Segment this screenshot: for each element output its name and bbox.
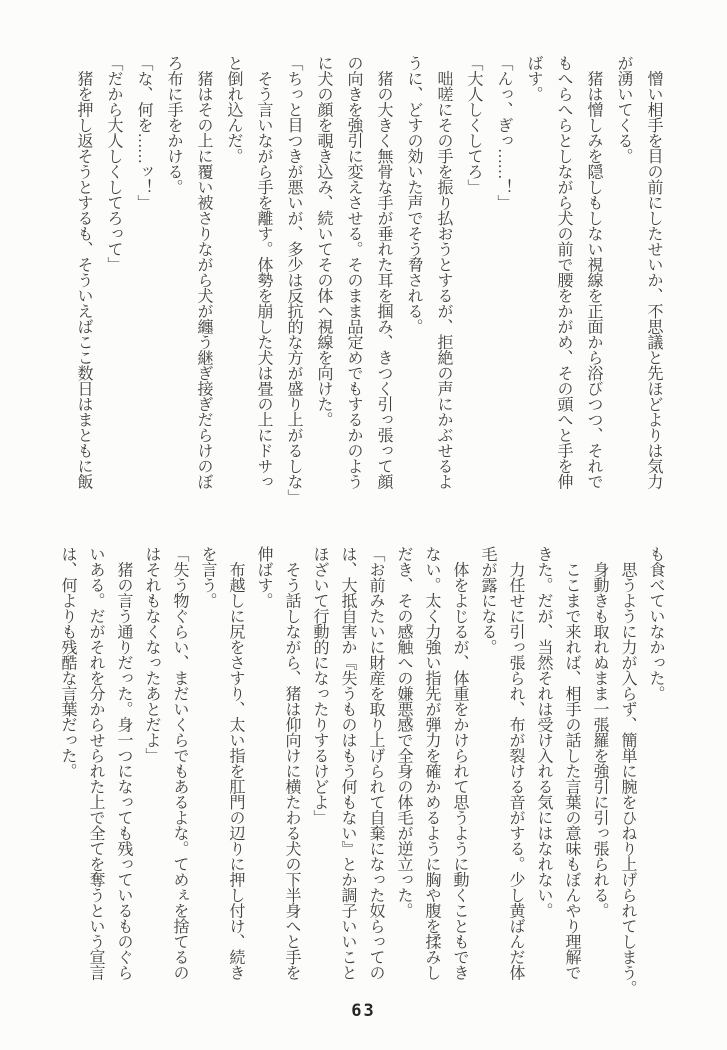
- text-line: ろ布に手をかける。: [165, 55, 182, 195]
- text-line: そう言いながら手を離す。体勢を崩した犬は畳の上にドサっ: [255, 55, 272, 489]
- text-line: は、大抵自害か『失うものはもう何もない』とか調子いいこと: [339, 546, 356, 980]
- text-line: 伸ばす。: [255, 546, 272, 608]
- text-line: 「お前みたいに財産を取り上げられて自棄になった奴らっての: [367, 546, 384, 980]
- text-line: 「な、何を……ッ！」: [135, 55, 152, 210]
- text-line: 猪の大きく無骨な手が垂れた耳を掴み、きつく引っ張って顔: [375, 55, 392, 489]
- text-line: 「んっ、ぎっ……！」: [495, 55, 512, 210]
- text-line: 猪の言う通りだった。身一つになっても残っているものぐら: [115, 546, 132, 980]
- text-line: きた。だが、当然それは受け入れる気にはなれない。: [535, 546, 552, 918]
- text-line: 猪を押し返そうとするも、そういえばここ数日はまともに飯: [75, 55, 92, 489]
- text-line: は、何よりも残酷な言葉だった。: [59, 546, 76, 779]
- vertical-text-block-top: [68, 55, 668, 520]
- vertical-text-block-bottom: [53, 546, 669, 1016]
- page-number: 63: [351, 1001, 376, 1021]
- text-line: 布越しに尻をさすり、太い指を肛門の辺りに押し付け、続き: [227, 546, 244, 980]
- text-line: 体をよじるが、体重をかけられて思うように動くこともでき: [451, 546, 468, 980]
- text-line: ない。太く力強い指先が弾力を確かめるように胸や腹を揉みし: [423, 546, 440, 980]
- text-line: も食べていなかった。: [647, 546, 664, 701]
- text-line: 「ちっと目つきが悪いが、多少は反抗的な方が盛り上がるしな」: [285, 55, 302, 505]
- text-line: 身動きも取れぬまま一張羅を強引に引っ張られる。: [591, 546, 608, 918]
- text-line: うに、どすの効いた声でそう脅される。: [405, 55, 422, 334]
- text-line: そう話しながら、猪は仰向けに横たわる犬の下半身へと手を: [283, 546, 300, 980]
- text-line: 「だから大人しくしてろって」: [105, 55, 122, 272]
- text-line: 「大人しくしてろ」: [465, 55, 482, 195]
- text-line: 憎い相手を目の前にしたせいか、不思議と先ほどよりは気力: [645, 55, 662, 489]
- text-line: だき、その感触への嫌悪感で全身の体毛が逆立った。: [395, 546, 412, 918]
- text-line: に犬の顔を覗き込み、続いてその体へ視線を向けた。: [315, 55, 332, 427]
- text-line: もへらへらとしながら犬の前で腰をかがめ、その頭へと手を伸: [555, 55, 572, 489]
- text-line: 思うように力が入らず、簡単に腕をひねり上げられてしまう。: [619, 546, 636, 996]
- text-line: 力任せに引っ張られ、布が裂ける音がする。少し黄ばんだ体: [507, 546, 524, 980]
- text-line: ここまで来れば、相手の話した言葉の意味もぼんやり理解で: [563, 546, 580, 980]
- text-line: ほざいて行動的になったりするけどよ」: [311, 546, 328, 825]
- text-line: と倒れ込んだ。: [225, 55, 242, 164]
- text-line: を言う。: [199, 546, 216, 608]
- text-line: いある。だがそれを分からせられた上で全てを奪うという宣言: [87, 546, 104, 980]
- text-line: 猪はその上に覆い被さりながら犬が纏う継ぎ接ぎだらけのぼ: [195, 55, 212, 489]
- text-line: 「失う物ぐらい、まだいくらでもあるよな。てめぇを捨てるの: [171, 546, 188, 980]
- text-line: 咄嗟にその手を振り払おうとするが、拒絶の声にかぶせるよ: [435, 55, 452, 489]
- text-line: 毛が露になる。: [479, 546, 496, 655]
- text-line: ばす。: [525, 55, 542, 102]
- text-line: が湧いてくる。: [615, 55, 632, 164]
- text-line: 猪は憎しみを隠しもしない視線を正面から浴びつつ、それで: [585, 55, 602, 489]
- text-line: の向きを強引に変えさせる。そのまま品定めでもするかのよう: [345, 55, 362, 489]
- text-line: はそれもなくなったあとだよ」: [143, 546, 160, 763]
